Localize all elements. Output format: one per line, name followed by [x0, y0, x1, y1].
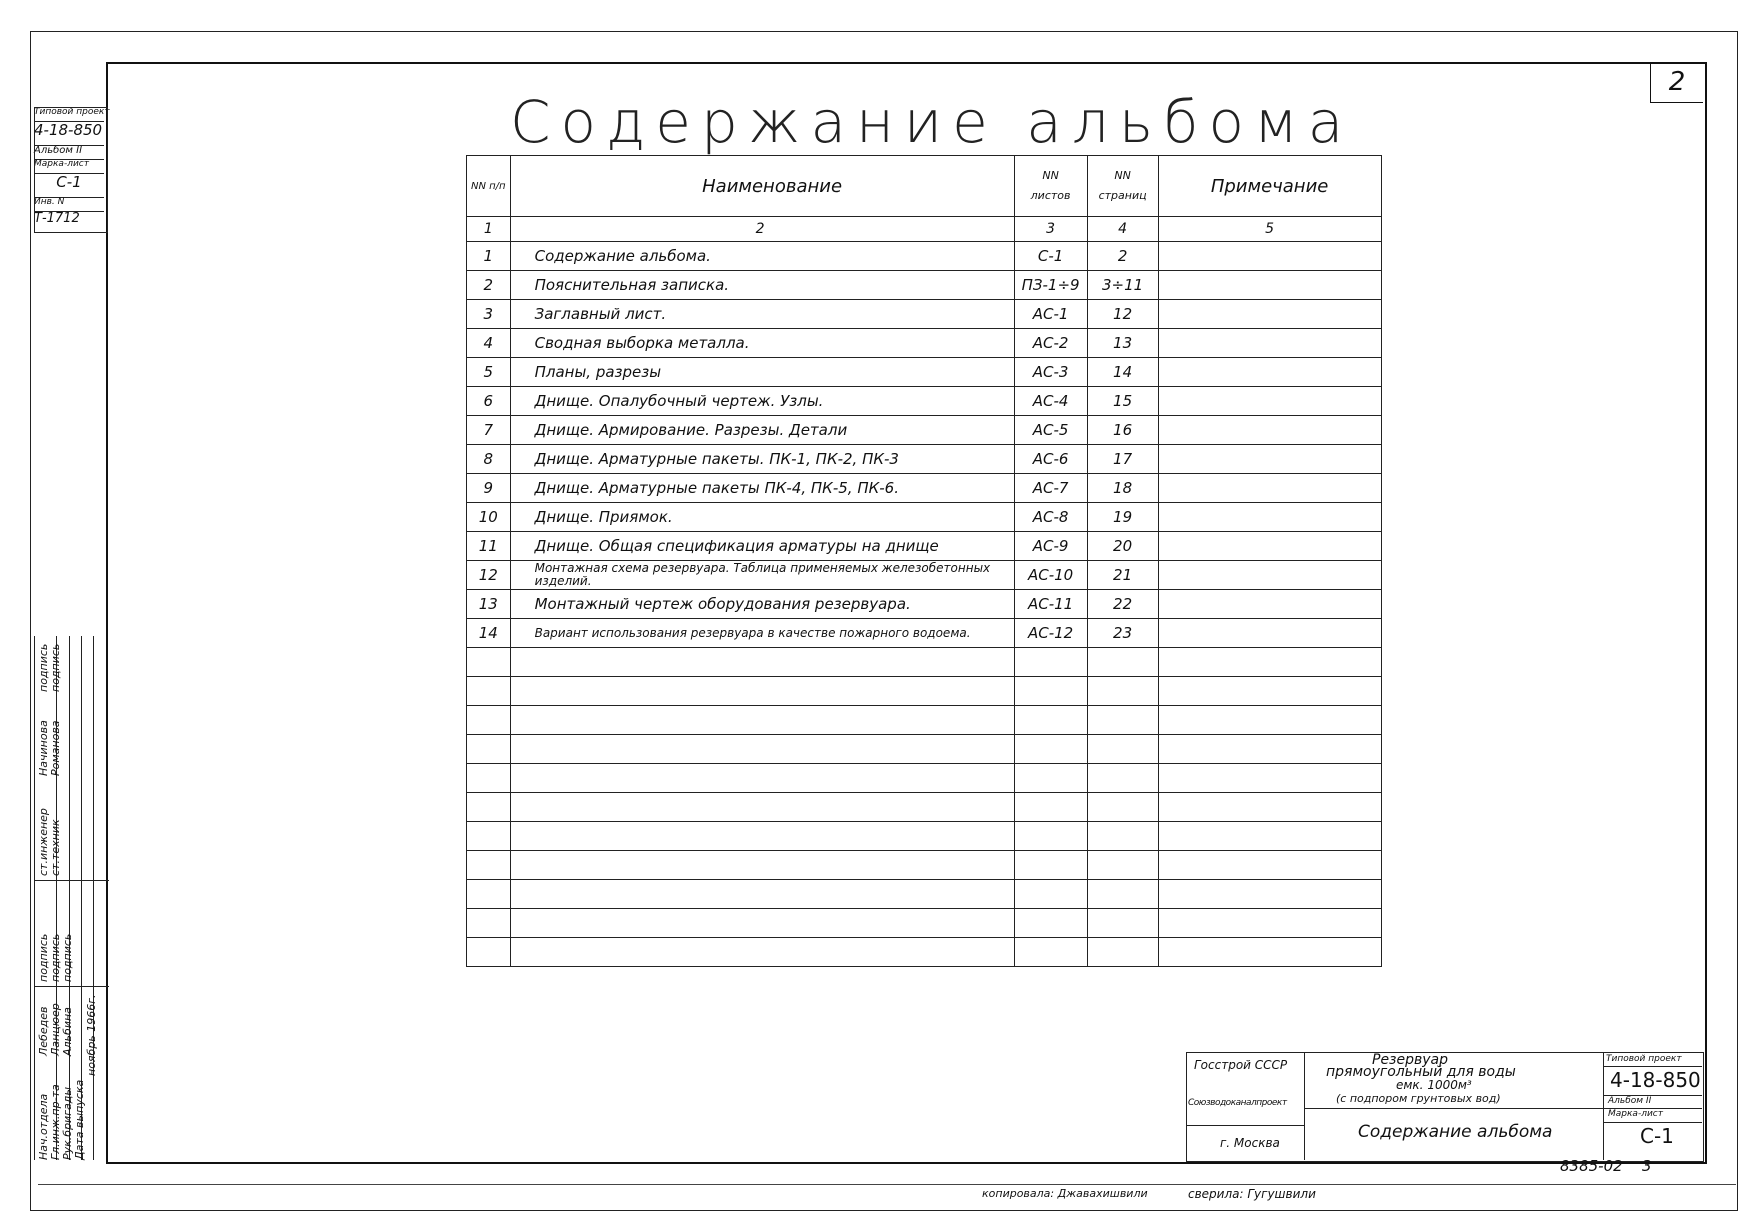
row-name: Монтажный чертеж оборудования резервуара.	[510, 590, 1014, 619]
empty-cell	[1087, 851, 1158, 880]
row-name: Монтажная схема резервуара. Таблица применяемых железобетонных изделий.	[510, 561, 1014, 590]
row-number: 9	[467, 474, 511, 503]
empty-cell	[467, 851, 511, 880]
archive-number: 8385-02	[1560, 1157, 1623, 1175]
vertical-stamp	[37, 636, 109, 1160]
row-sheet: АС-3	[1014, 358, 1087, 387]
row-number: 6	[467, 387, 511, 416]
row-number: 5	[467, 358, 511, 387]
empty-cell	[1158, 764, 1381, 793]
empty-cell	[510, 822, 1014, 851]
row-page: 2	[1087, 242, 1158, 271]
empty-cell	[467, 735, 511, 764]
empty-cell	[1087, 909, 1158, 938]
empty-cell	[1087, 822, 1158, 851]
empty-row	[467, 909, 1382, 938]
empty-row	[467, 648, 1382, 677]
table-row	[467, 329, 1382, 358]
row-page: 20	[1087, 532, 1158, 561]
row-sheet: АС-1	[1014, 300, 1087, 329]
row-number: 4	[467, 329, 511, 358]
empty-row	[467, 677, 1382, 706]
empty-cell	[510, 880, 1014, 909]
row-note	[1158, 474, 1381, 503]
empty-cell	[467, 793, 511, 822]
stamp-sign-3: подпись	[61, 933, 74, 982]
empty-cell	[510, 648, 1014, 677]
empty-cell	[1158, 880, 1381, 909]
row-note	[1158, 561, 1381, 590]
city: г. Москва	[1220, 1136, 1280, 1150]
table-row	[467, 590, 1382, 619]
row-note	[1158, 271, 1381, 300]
row-page: 23	[1087, 619, 1158, 648]
row-page: 21	[1087, 561, 1158, 590]
stamp-role-2: Гл.инж.пр-та	[49, 1084, 62, 1160]
col-num-3: 3	[1014, 217, 1087, 242]
sheet-title: Содержание альбома	[1358, 1122, 1553, 1142]
tb-album: Альбом II	[1608, 1096, 1652, 1106]
row-page: 19	[1087, 503, 1158, 532]
empty-cell	[1087, 735, 1158, 764]
row-sheet: АС-5	[1014, 416, 1087, 445]
stamp-name-4: Начинова	[37, 720, 50, 776]
empty-cell	[1087, 880, 1158, 909]
empty-row	[467, 706, 1382, 735]
row-note	[1158, 416, 1381, 445]
row-sheet: АС-9	[1014, 532, 1087, 561]
empty-cell	[1158, 938, 1381, 967]
table-row	[467, 445, 1382, 474]
row-number: 3	[467, 300, 511, 329]
row-number: 10	[467, 503, 511, 532]
row-name: Днище. Армирование. Разрезы. Детали	[510, 416, 1014, 445]
object-title-3: емк. 1000м³	[1396, 1078, 1472, 1092]
row-note	[1158, 590, 1381, 619]
side-mark: С-1	[34, 173, 104, 198]
row-page: 16	[1087, 416, 1158, 445]
table-header-row	[467, 156, 1382, 217]
empty-cell	[467, 648, 511, 677]
row-number: 12	[467, 561, 511, 590]
page-title: Содержание альбома	[510, 88, 1354, 156]
row-name: Планы, разрезы	[510, 358, 1014, 387]
org-gosstroy: Госстрой СССР	[1194, 1058, 1288, 1072]
row-note	[1158, 358, 1381, 387]
empty-cell	[510, 851, 1014, 880]
row-page: 18	[1087, 474, 1158, 503]
empty-cell	[510, 706, 1014, 735]
empty-cell	[1087, 793, 1158, 822]
stamp-role-6: ст.техник	[49, 819, 62, 876]
empty-cell	[1087, 706, 1158, 735]
stamp-name-5: Романова	[49, 720, 62, 776]
table-row	[467, 532, 1382, 561]
empty-cell	[467, 706, 511, 735]
row-page: 3÷11	[1087, 271, 1158, 300]
empty-cell	[1087, 648, 1158, 677]
stamp-sign-2: подпись	[49, 933, 62, 982]
row-name: Вариант использования резервуара в качестве пожарного водоема.	[510, 619, 1014, 648]
stamp-date: ноябрь 1966г.	[85, 994, 98, 1076]
stamp-sign-1: подпись	[37, 933, 50, 982]
table-row	[467, 387, 1382, 416]
row-number: 13	[467, 590, 511, 619]
row-note	[1158, 503, 1381, 532]
side-inv: Т-1712	[34, 211, 80, 226]
stamp-role-4: Дата выпуска	[73, 1079, 86, 1160]
empty-cell	[467, 764, 511, 793]
empty-cell	[1014, 822, 1087, 851]
table-row	[467, 416, 1382, 445]
row-note	[1158, 445, 1381, 474]
empty-cell	[1087, 764, 1158, 793]
table-row	[467, 561, 1382, 590]
row-sheet: ПЗ-1÷9	[1014, 271, 1087, 300]
object-title-4: (с подпором грунтовых вод)	[1336, 1092, 1501, 1105]
row-number: 2	[467, 271, 511, 300]
tb-mark-label: Марка-лист	[1608, 1109, 1663, 1119]
stamp-name-1: Лебедев	[37, 1006, 50, 1056]
empty-row	[467, 851, 1382, 880]
row-note	[1158, 242, 1381, 271]
row-note	[1158, 329, 1381, 358]
table-row	[467, 300, 1382, 329]
row-page: 12	[1087, 300, 1158, 329]
empty-cell	[1158, 909, 1381, 938]
empty-cell	[1158, 677, 1381, 706]
empty-row	[467, 822, 1382, 851]
row-sheet: АС-11	[1014, 590, 1087, 619]
row-number: 7	[467, 416, 511, 445]
stamp-role-5: ст.инженер	[37, 808, 50, 876]
column-number-row	[467, 217, 1382, 242]
row-name: Заглавный лист.	[510, 300, 1014, 329]
empty-cell	[1014, 880, 1087, 909]
org-soyuzvodokanal: Союзводоканалпроект	[1188, 1098, 1287, 1108]
side-album: Альбом II	[34, 145, 104, 160]
side-stamp-border	[34, 107, 108, 233]
empty-cell	[1014, 735, 1087, 764]
row-note	[1158, 300, 1381, 329]
stamp-role-3: Рук.бригады	[61, 1086, 74, 1160]
row-name: Днище. Приямок.	[510, 503, 1014, 532]
col-header-name: Наименование	[510, 156, 1014, 217]
row-page: 17	[1087, 445, 1158, 474]
empty-cell	[1014, 938, 1087, 967]
table-row	[467, 358, 1382, 387]
table-row	[467, 503, 1382, 532]
col-header-num: NN п/п	[467, 156, 511, 217]
side-mark-label: Марка-лист	[34, 159, 104, 174]
table-row	[467, 474, 1382, 503]
object-title-1: Резервуар	[1372, 1052, 1449, 1068]
row-sheet: АС-12	[1014, 619, 1087, 648]
col-num-1: 1	[467, 217, 511, 242]
empty-cell	[467, 938, 511, 967]
tb-project-number: 4-18-850	[1610, 1068, 1701, 1092]
checked-by: сверила: Гугушвили	[1188, 1187, 1316, 1201]
empty-cell	[510, 677, 1014, 706]
empty-cell	[1014, 851, 1087, 880]
empty-row	[467, 793, 1382, 822]
empty-cell	[1158, 851, 1381, 880]
row-name: Днище. Арматурные пакеты ПК-4, ПК-5, ПК-6.	[510, 474, 1014, 503]
stamp-name-3: Альбина	[61, 1007, 74, 1056]
empty-cell	[510, 764, 1014, 793]
row-sheet: АС-7	[1014, 474, 1087, 503]
stamp-sign-4: подпись	[37, 643, 50, 692]
row-note	[1158, 619, 1381, 648]
row-note	[1158, 387, 1381, 416]
table-row	[467, 271, 1382, 300]
row-sheet: АС-6	[1014, 445, 1087, 474]
table-row	[467, 242, 1382, 271]
col-num-4: 4	[1087, 217, 1158, 242]
archive-page: 3	[1642, 1157, 1652, 1175]
row-page: 22	[1087, 590, 1158, 619]
row-note	[1158, 532, 1381, 561]
empty-cell	[1158, 648, 1381, 677]
row-name: Днище. Опалубочный чертеж. Узлы.	[510, 387, 1014, 416]
tb-mark: С-1	[1640, 1124, 1674, 1148]
row-name: Содержание альбома.	[510, 242, 1014, 271]
row-number: 11	[467, 532, 511, 561]
object-title-2: прямоугольный для воды	[1326, 1064, 1516, 1080]
stamp-role-1: Нач.отдела	[37, 1093, 50, 1160]
empty-row	[467, 880, 1382, 909]
row-sheet: АС-4	[1014, 387, 1087, 416]
empty-cell	[1158, 793, 1381, 822]
tb-project-label: Типовой проект	[1606, 1054, 1682, 1064]
copied-by: копировала: Джавахишвили	[982, 1187, 1148, 1200]
col-header-sheets: NN листов	[1014, 156, 1087, 217]
row-sheet: АС-8	[1014, 503, 1087, 532]
table-row	[467, 619, 1382, 648]
row-number: 8	[467, 445, 511, 474]
row-sheet: АС-2	[1014, 329, 1087, 358]
empty-cell	[1158, 735, 1381, 764]
empty-row	[467, 764, 1382, 793]
row-name: Днище. Общая спецификация арматуры на днище	[510, 532, 1014, 561]
empty-cell	[1158, 822, 1381, 851]
empty-cell	[510, 938, 1014, 967]
side-project-number: 4-18-850	[34, 121, 104, 146]
empty-cell	[467, 909, 511, 938]
row-page: 14	[1087, 358, 1158, 387]
empty-cell	[1087, 938, 1158, 967]
empty-cell	[510, 735, 1014, 764]
empty-cell	[1014, 677, 1087, 706]
stamp-name-2: Ланцюер	[49, 1003, 62, 1056]
empty-cell	[1014, 706, 1087, 735]
empty-row	[467, 735, 1382, 764]
side-inv-label: Инв. N	[34, 197, 104, 212]
empty-cell	[1014, 793, 1087, 822]
row-number: 14	[467, 619, 511, 648]
col-header-pages: NN страниц	[1087, 156, 1158, 217]
empty-cell	[1014, 764, 1087, 793]
empty-cell	[510, 793, 1014, 822]
col-header-note: Примечание	[1158, 156, 1381, 217]
contents-table	[466, 155, 1382, 967]
empty-cell	[1014, 909, 1087, 938]
side-project-label: Типовой проект	[34, 107, 104, 122]
row-name: Днище. Арматурные пакеты. ПК-1, ПК-2, ПК-3	[510, 445, 1014, 474]
col-num-5: 5	[1158, 217, 1381, 242]
empty-cell	[1158, 706, 1381, 735]
row-sheet: С-1	[1014, 242, 1087, 271]
empty-cell	[1014, 648, 1087, 677]
empty-row	[467, 938, 1382, 967]
row-page: 15	[1087, 387, 1158, 416]
empty-cell	[467, 677, 511, 706]
empty-cell	[510, 909, 1014, 938]
row-name: Пояснительная записка.	[510, 271, 1014, 300]
row-sheet: АС-10	[1014, 561, 1087, 590]
sheet-number: 2	[1650, 62, 1703, 103]
empty-cell	[467, 822, 511, 851]
row-page: 13	[1087, 329, 1158, 358]
empty-cell	[1087, 677, 1158, 706]
empty-cell	[467, 880, 511, 909]
row-number: 1	[467, 242, 511, 271]
row-name: Сводная выборка металла.	[510, 329, 1014, 358]
stamp-sign-5: подпись	[49, 643, 62, 692]
col-num-2: 2	[510, 217, 1014, 242]
